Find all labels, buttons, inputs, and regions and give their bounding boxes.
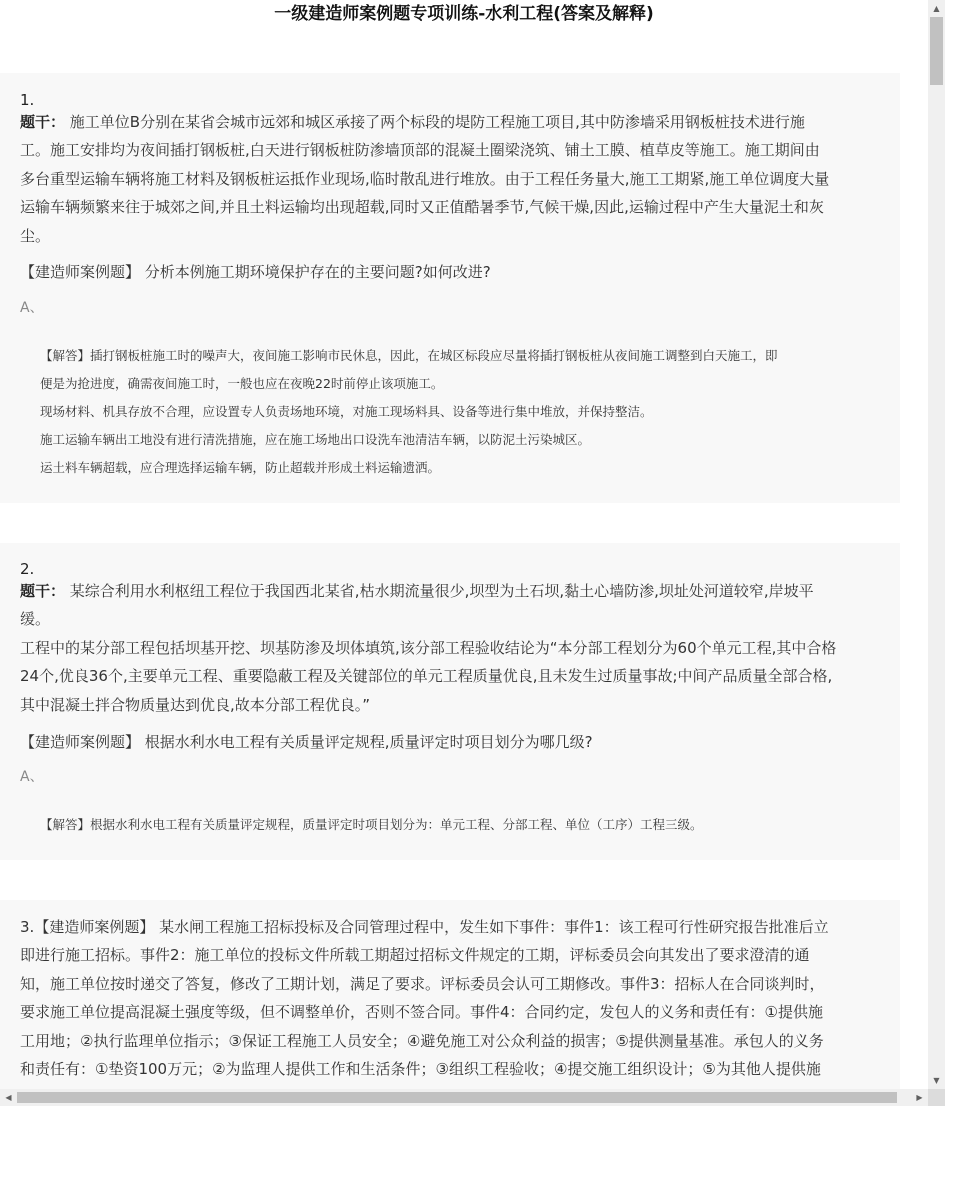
stem-label: 题干： bbox=[20, 582, 66, 600]
scrollbar-corner bbox=[928, 1089, 945, 1106]
answer-explanation bbox=[40, 811, 880, 839]
stem-line: 某水闸工程施工招标投标及合同管理过程中，发生如下事件：事件1：该工程可行性研究报告批准后立 bbox=[159, 918, 829, 936]
answer-line: 施工运输车辆出工地没有进行清洗措施，应在施工场地出口设洗车池清洁车辆，以防泥土污染城区。 bbox=[40, 432, 591, 447]
question-prompt bbox=[20, 731, 886, 753]
stem-line: 要求施工单位提高混凝土强度等级，但不调整单价，否则不签合同。事件4：合同约定，发包人的义务和责任有：①提供施 bbox=[20, 1003, 823, 1022]
scroll-down-arrow-icon[interactable]: ▼ bbox=[933, 1076, 940, 1085]
question-stem bbox=[20, 577, 886, 719]
vertical-scroll-thumb[interactable] bbox=[930, 17, 943, 85]
stem-line: 其中混凝土拌合物质量达到优良,故本分部工程优良。” bbox=[20, 695, 371, 714]
stem-label: 题干： bbox=[20, 113, 66, 131]
answer-explanation bbox=[40, 342, 880, 482]
answer-line: 【解答】根据水利水电工程有关质量评定规程，质量评定时项目划分为：单元工程、分部工程、单位（工序）工程三级。 bbox=[40, 817, 703, 832]
stem-line: 即进行施工招标。事件2：施工单位的投标文件所载工期超过招标文件规定的工期，评标委员会向其发出了要求澄清的通 bbox=[20, 946, 810, 965]
scroll-up-arrow-icon[interactable]: ▲ bbox=[933, 4, 940, 13]
answer-option: A、 bbox=[20, 769, 44, 785]
stem-line: 缓。 bbox=[20, 610, 51, 629]
answer-line: 【解答】插打钢板桩施工时的噪声大，夜间施工影响市民休息，因此，在城区标段应尽量将插打钢板桩从夜间施工调整到白天施工，即 bbox=[40, 348, 778, 363]
question-number: 2. bbox=[20, 560, 35, 578]
question-number: 3. bbox=[20, 918, 35, 936]
answer-line: 便是为抢进度，确需夜间施工时，一般也应在夜晚22时前停止该项施工。 bbox=[40, 376, 444, 391]
question-card-1 bbox=[0, 73, 900, 503]
vertical-scrollbar[interactable] bbox=[928, 0, 945, 1089]
page-title: 一级建造师案例题专项训练-水利工程(答案及解释) bbox=[274, 4, 654, 24]
stem-line: 和责任有：①垫资100万元；②为监理人提供工作和生活条件；③组织工程验收；④提交施工组织设计；⑤为其他人提供施 bbox=[20, 1060, 821, 1079]
answer-line: 现场材料、机具存放不合理，应设置专人负责场地环境，对施工现场料具、设备等进行集中堆放，并保持整洁。 bbox=[40, 404, 653, 419]
question-text: 分析本例施工期环境保护存在的主要问题?如何改进? bbox=[144, 263, 491, 281]
question-card-3 bbox=[0, 900, 900, 1089]
stem-line: 多台重型运输车辆将施工材料及钢板桩运抵作业现场,临时散乱进行堆放。由于工程任务量大,施工工期紧,施工单位调度大量 bbox=[20, 169, 830, 188]
question-tag: 【建造师案例题】 bbox=[20, 263, 141, 281]
question-number: 1. bbox=[20, 91, 35, 109]
question-text: 根据水利水电工程有关质量评定规程,质量评定时项目划分为哪几级? bbox=[144, 733, 593, 751]
question-tag: 【建造师案例题】 bbox=[34, 918, 155, 936]
scroll-left-arrow-icon[interactable]: ◀ bbox=[5, 1093, 12, 1102]
question-stem bbox=[20, 108, 886, 250]
question-card-2 bbox=[0, 543, 900, 860]
stem-line: 24个,优良36个,主要单元工程、重要隐蔽工程及关键部位的单元工程质量优良,且未发生过质量事故;中间产品质量全部合格, bbox=[20, 667, 833, 686]
question-prompt bbox=[20, 261, 886, 283]
stem-line: 工程中的某分部工程包括坝基开挖、坝基防渗及坝体填筑,该分部工程验收结论为“本分部工程划分为60个单元工程,其中合格 bbox=[20, 638, 837, 657]
question-tag: 【建造师案例题】 bbox=[20, 733, 141, 751]
scroll-right-arrow-icon[interactable]: ▶ bbox=[916, 1093, 923, 1102]
stem-line: 工用地；②执行监理单位指示；③保证工程施工人员安全；④避免施工对公众利益的损害；⑤提供测量基准。承包人的义务 bbox=[20, 1031, 824, 1050]
stem-line: 运输车辆频繁来往于城郊之间,并且土料运输均出现超载,同时又正值酷暑季节,气候干燥,因此,运输过程中产生大量泥土和灰 bbox=[20, 198, 824, 217]
stem-line: 知，施工单位按时递交了答复，修改了工期计划，满足了要求。评标委员会认可工期修改。事件3：招标人在合同谈判时， bbox=[20, 974, 825, 993]
stem-line: 尘。 bbox=[20, 226, 51, 245]
stem-line: 工。施工安排均为夜间插打钢板桩,白天进行钢板桩防渗墙顶部的混凝土圈梁浇筑、铺土工膜、植草皮等施工。施工期间由 bbox=[20, 141, 820, 160]
question-stem bbox=[20, 913, 886, 1083]
answer-option: A、 bbox=[20, 300, 44, 316]
horizontal-scroll-thumb[interactable] bbox=[17, 1092, 897, 1103]
horizontal-scrollbar[interactable] bbox=[0, 1089, 928, 1106]
stem-line: 施工单位B分别在某省会城市远郊和城区承接了两个标段的堤防工程施工项目,其中防渗墙采用钢板桩技术进行施 bbox=[69, 113, 805, 131]
stem-line: 某综合利用水利枢纽工程位于我国西北某省,枯水期流量很少,坝型为土石坝,黏土心墙防渗,坝址处河道较窄,岸坡平 bbox=[69, 582, 814, 600]
answer-line: 运土料车辆超载，应合理选择运输车辆，防止超载并形成土料运输遗洒。 bbox=[40, 460, 441, 475]
